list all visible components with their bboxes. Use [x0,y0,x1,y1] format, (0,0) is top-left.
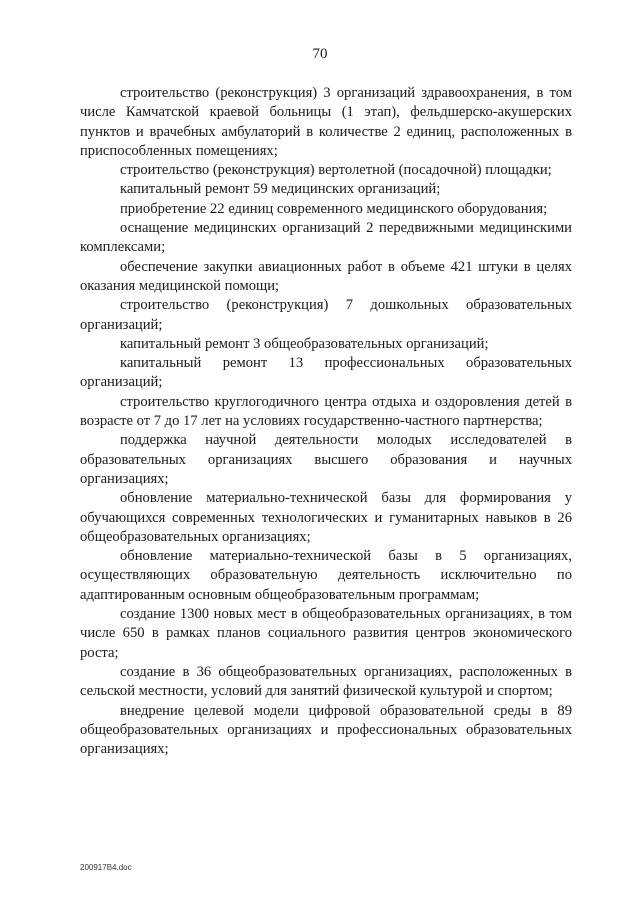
paragraph: обновление материально-технической базы в 5 организациях, осуществляющих образовательную деятельность исключительно по адаптированным основным общеобразовательным программам; [80,548,572,603]
paragraph: приобретение 22 единиц современного медицинского оборудования; [120,200,548,217]
paragraph: оснащение медицинских организаций 2 передвижными медицинскими комплексами; [80,220,572,256]
paragraph: капитальный ремонт 59 медицинских организаций; [120,181,441,198]
paragraph: строительство круглогодичного центра отдыха и оздоровления детей в возрасте от 7 до 17 лет на условиях государственно-частного партнерства; [80,393,572,430]
paragraph: обеспечение закупки авиационных работ в объеме 421 штуки в целях оказания медицинской помощи; [80,258,572,294]
page-number: 70 [312,46,328,62]
paragraph: создание в 36 общеобразовательных организациях, расположенных в сельской местности, условий для занятий физической культурой и спортом; [80,663,572,700]
paragraph: капитальный ремонт 3 общеобразовательных организаций; [120,335,489,352]
document-body [80,84,572,759]
paragraph: обновление материально-технической базы для формирования у обучающихся современных технологических и гуманитарных навыков в 26 общеобразовательных организациях; [80,490,572,545]
footer-filename: 200917В4.doc [80,863,132,872]
paragraph: капитальный ремонт 13 профессиональных образовательных организаций; [80,355,572,391]
paragraph: строительство (реконструкция) 3 организаций здравоохранения, в том числе Камчатской краевой больницы (1 этап), фельдшерско-акушерских пунктов и врачебных амбулаторий в количестве 2 единиц, расположенных в приспособленных помещениях; [80,85,572,159]
paragraph: поддержка научной деятельности молодых исследователей в образовательных организациях высшего образования и научных организациях; [80,432,572,487]
paragraph: строительство (реконструкция) вертолетной (посадочной) площадки; [120,162,552,179]
paragraph: строительство (реконструкция) 7 дошкольных образовательных организаций; [80,297,572,333]
paragraph: создание 1300 новых мест в общеобразовательных организациях, в том числе 650 в рамках планов социального развития центров экономического роста; [80,606,572,661]
paragraph: внедрение целевой модели цифровой образовательной среды в 89 общеобразовательных организациях и профессиональных образовательных организациях; [80,702,572,758]
